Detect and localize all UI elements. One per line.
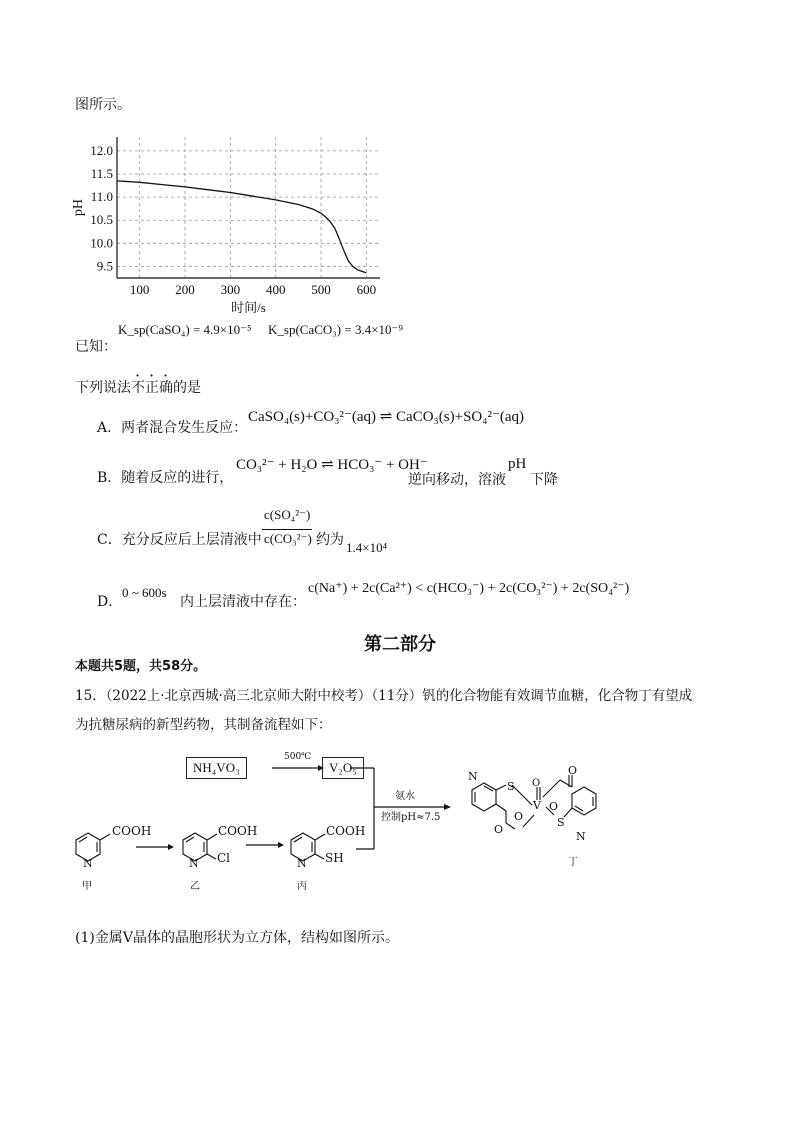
label-yi: 乙 xyxy=(190,881,200,892)
yi-cl: Cl xyxy=(217,851,231,865)
y-tick-label: 11.0 xyxy=(90,189,113,205)
x-axis-label: 时间/s xyxy=(231,300,266,315)
option-a[interactable]: A．两者混合发生反应： xyxy=(97,420,248,436)
label-jia: 甲 xyxy=(82,881,92,892)
x-tick-label: 600 xyxy=(356,282,377,297)
yi-cooh: COOH xyxy=(218,824,258,838)
jia-n: N xyxy=(83,857,93,870)
option-c-text2: 约为 xyxy=(316,532,344,548)
ding-n1: N xyxy=(468,770,478,783)
x-tick-label: 400 xyxy=(265,282,286,297)
ding-o-carbonyl2: O xyxy=(568,764,578,777)
ding-v: V xyxy=(533,799,541,812)
y-tick-label: 10.0 xyxy=(90,235,113,251)
ph-curve xyxy=(117,181,366,273)
bing-n: N xyxy=(297,857,307,870)
q15-line2: 为抗糖尿病的新型药物，其制备流程如下： xyxy=(75,717,332,733)
y-axis-label: pH xyxy=(71,198,86,217)
label-ding: 丁 xyxy=(568,857,578,868)
arrowhead xyxy=(168,844,174,850)
part2-subtitle: 本题共5题，共58分。 xyxy=(75,659,207,674)
bing-cooh: COOH xyxy=(326,824,366,838)
bing-sh: SH xyxy=(325,851,344,865)
arrow1-label: 500℃ xyxy=(284,752,312,762)
option-d-formula: c(Na⁺) + 2c(Ca²⁺) < c(HCO₃⁻) + 2c(CO₃²⁻) + 2c(SO₄²⁻) xyxy=(308,581,630,596)
y-tick-label: 10.5 xyxy=(90,212,113,228)
option-c-value: 1.4×10⁴ xyxy=(346,540,388,555)
ding-s1: S xyxy=(507,780,515,793)
option-b-text2: 逆向移动，溶液 xyxy=(408,472,506,488)
sub-question-1: (1)金属V晶体的晶胞形状为立方体，结构如图所示。 xyxy=(75,930,399,946)
nh4vo3-box: NH₄VO₃ xyxy=(186,757,247,779)
jia-cooh: COOH xyxy=(112,824,152,838)
y-tick-label: 12.0 xyxy=(90,142,113,158)
ding-o-top: O xyxy=(532,778,541,789)
option-a-formula: CaSO₄(s)+CO₃²⁻(aq) ⇌ CaCO₃(s)+SO₄²⁻(aq) xyxy=(248,409,525,425)
ding-o-carbonyl1: O xyxy=(494,823,504,836)
option-b-formula: CO₃²⁻ + H₂O ⇌ HCO₃⁻ + OH⁻ xyxy=(236,457,428,473)
q15-line1: 15．（2022上·北京西城·高三北京师大附中校考）（11分）钒的化合物能有效调节血糖，化合物丁有望成 xyxy=(75,688,693,704)
yi-n: N xyxy=(189,857,199,870)
option-c[interactable]: C．充分反应后上层清液中 xyxy=(97,532,262,548)
label-bing: 丙 xyxy=(297,881,307,892)
ding-n2: N xyxy=(576,830,586,843)
y-tick-label: 11.5 xyxy=(90,165,113,181)
option-c-denominator: c(CO₃²⁻) xyxy=(264,531,312,546)
part2-title: 第二部分 xyxy=(364,634,436,655)
arrowhead xyxy=(318,765,324,771)
option-d-text1: 内上层清液中存在： xyxy=(180,594,306,610)
question-stem: 下列说法不正确的是 xyxy=(75,380,201,396)
known-label: 已知： xyxy=(75,339,117,355)
x-tick-label: 500 xyxy=(311,282,331,297)
x-tick-label: 200 xyxy=(175,282,195,297)
option-b-text3: 下降 xyxy=(530,472,558,488)
ding-o2: O xyxy=(549,800,559,813)
x-tick-label: 300 xyxy=(220,282,241,297)
y-tick-label: 9.5 xyxy=(96,258,113,274)
fraction-bar xyxy=(262,529,312,530)
ding-o1: O xyxy=(514,810,524,823)
option-b-ph: pH xyxy=(508,456,527,472)
option-b[interactable]: B．随着反应的进行， xyxy=(97,470,234,486)
intro-text: 图所示。 xyxy=(75,97,131,113)
option-c-numerator: c(SO₄²⁻) xyxy=(264,507,311,522)
condition-top: 氨水 xyxy=(395,791,415,802)
x-tick-label: 100 xyxy=(129,282,150,297)
arrowhead xyxy=(444,804,451,810)
option-d-range: 0 ~ 600s xyxy=(122,585,167,600)
v2o5-box: V₂O₅ xyxy=(322,757,364,779)
ksp-caco3: K_sp(CaCO₃) = 3.4×10⁻⁹ xyxy=(268,322,403,337)
condition-bottom: 控制pH≈7.5 xyxy=(381,812,441,823)
scheme-drawing xyxy=(60,745,680,890)
arrowhead xyxy=(278,842,284,848)
ksp-caso4: K_sp(CaSO₄) = 4.9×10⁻⁵ xyxy=(118,322,252,337)
ph-time-chart xyxy=(70,125,400,320)
compound-jia xyxy=(76,833,110,861)
ding-s2: S xyxy=(557,816,565,829)
option-d[interactable]: D． xyxy=(97,594,123,610)
